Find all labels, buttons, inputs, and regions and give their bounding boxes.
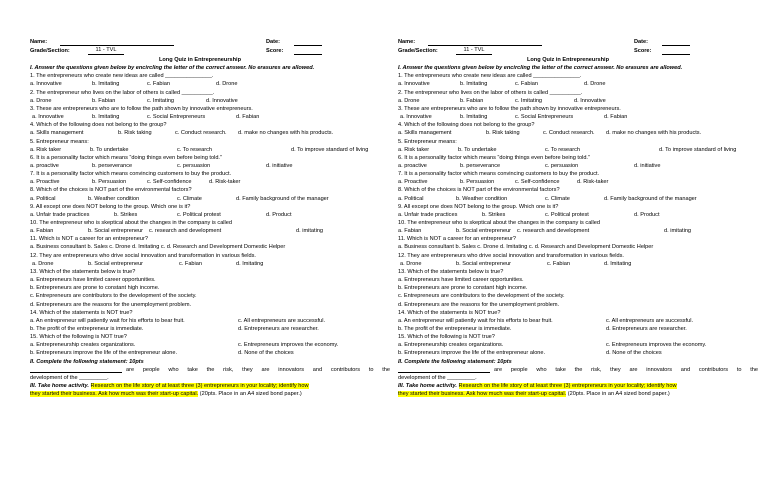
choice[interactable]: c. Entrepreneurs improves the economy. <box>606 342 707 349</box>
part2-text: are people who take the risk, they are innovators and contributors to the <box>494 366 758 373</box>
choice[interactable]: b. Fabian <box>460 97 484 104</box>
choice[interactable]: c. Imitating <box>515 97 543 104</box>
choice[interactable]: d. To improve standard of living <box>659 146 737 153</box>
part3-highlight: Research on the life story of at least three (3) entrepreneurs in your locality; identify how <box>458 383 677 390</box>
answer-blank[interactable] <box>398 366 490 373</box>
choice[interactable]: c. Political protest <box>177 211 221 218</box>
name-row <box>30 38 390 47</box>
choices-row <box>30 129 390 137</box>
choice[interactable]: b. Weather condition <box>88 195 140 202</box>
part1-instruction: I. Answer the questions given below by encircling the letter of the correct answer. No erasures are allowed. <box>398 65 683 72</box>
question: 6. It is a personality factor which means “doing things even before being told.” <box>398 154 590 161</box>
choice[interactable]: a. Unfair trade practices <box>30 211 90 218</box>
choice[interactable]: c. research and development <box>149 228 222 235</box>
choice[interactable]: b. Risk taking <box>118 130 152 137</box>
choice[interactable]: d. imitating <box>664 228 692 235</box>
choice[interactable]: c. Social Entrepreneurs <box>515 114 574 121</box>
name-label: Name: <box>30 39 48 45</box>
question: 1. The entrepreneurs who create new ideas are called _______________. <box>30 73 214 80</box>
choice[interactable]: a. Entrepreneurs have limited career opportunities. <box>398 277 524 284</box>
question: 6. It is a personality factor which means “doing things even before being told.” <box>30 154 222 161</box>
choice[interactable]: c. Social Entrepreneurs <box>147 114 206 121</box>
score-label: Score: <box>266 48 284 54</box>
question: 10. The entrepreneur who is skeptical about the changes in the company is called <box>30 219 233 226</box>
choice[interactable]: c. All entrepreneurs are successful. <box>238 317 326 324</box>
grade-row <box>30 47 390 56</box>
choice[interactable]: b. Social entrepreneur <box>88 228 144 235</box>
question: 10. The entrepreneur who is skeptical about the changes in the company is called <box>398 219 601 226</box>
question: 11. Which is NOT a career for an entrepreneur? <box>30 236 148 243</box>
part3-highlight: they started their business. Ask how much was their start-up capital. <box>30 391 199 398</box>
choice[interactable]: d. Family background of the manager <box>236 195 329 202</box>
question: 7. It is a personality factor which means convincing customers to buy the product. <box>398 171 600 178</box>
choice[interactable]: a. Innovative <box>32 114 64 121</box>
choices-line: a. Business consultant b. Sales c. Drone d. Imitating c. d. Research and Development Domestic Helper <box>398 244 654 251</box>
choices-row <box>398 195 758 203</box>
choices-row <box>30 260 390 268</box>
question: 2. The entrepreneur who lives on the labor of others is called __________. <box>30 89 215 96</box>
choice[interactable]: d. Entrepreneurs are the reasons for the unemployment problem. <box>30 301 192 308</box>
name-row <box>398 38 758 47</box>
name-field[interactable] <box>60 38 174 46</box>
choice[interactable]: d. Product <box>266 211 292 218</box>
choice[interactable]: a. Innovative <box>400 114 432 121</box>
choice[interactable]: c. Entrepreneurs improves the economy. <box>238 342 339 349</box>
question: 15. Which of the following is NOT true? <box>30 334 127 341</box>
choices-row <box>398 178 758 186</box>
part2-sentence <box>30 366 390 374</box>
choices-row <box>30 211 390 219</box>
choice[interactable]: a. Political <box>30 195 56 202</box>
part3-activity <box>398 382 758 398</box>
choice[interactable]: b. Entrepreneurs improve the life of the entrepreneur alone. <box>398 350 546 357</box>
choice[interactable]: a. Skills management <box>30 130 84 137</box>
choices-row <box>30 227 390 235</box>
choice[interactable]: c. research and development <box>517 228 590 235</box>
choice[interactable]: c. Conduct research. <box>175 130 227 137</box>
part3-highlight: Research on the life story of at least three (3) entrepreneurs in your locality; identify how <box>90 383 309 390</box>
choice[interactable]: a. Drone <box>400 260 422 267</box>
question: 11. Which is NOT a career for an entrepreneur? <box>398 236 516 243</box>
choice[interactable]: b. Entrepreneurs are prone to constant high income. <box>398 285 528 292</box>
choices-row <box>398 211 758 219</box>
grade-row <box>398 47 758 56</box>
choices-row <box>398 80 758 88</box>
choice[interactable]: b. To undertake <box>90 146 129 153</box>
question: 14. Which of the statements is NOT true? <box>398 309 501 316</box>
question: 8. Which of the choices is NOT part of the environmental factors? <box>30 187 192 194</box>
choices-row <box>30 349 390 357</box>
choices-row <box>30 317 390 325</box>
choice[interactable]: a. An entrepreneur will patiently wait for his efforts to bear fruit. <box>398 317 553 324</box>
choice[interactable]: c. Climate <box>177 195 202 202</box>
choice[interactable]: a. Proactive <box>398 179 428 186</box>
choices-line: a. Business consultant b. Sales c. Drone d. Imitating c. d. Research and Development Domestic Helper <box>30 244 286 251</box>
choice[interactable]: b. Imitating <box>460 114 488 121</box>
choice[interactable]: a. Fabian <box>30 228 54 235</box>
choices-row <box>30 113 390 121</box>
question: 5. Entrepreneur means: <box>398 138 457 145</box>
choice[interactable]: a. An entrepreneur will patiently wait for his efforts to bear fruit. <box>30 317 185 324</box>
choice[interactable]: a. Innovative <box>398 81 430 88</box>
choice[interactable]: d. Imitating <box>604 260 632 267</box>
choices-row <box>398 317 758 325</box>
choice[interactable]: c. All entrepreneurs are successful. <box>606 317 694 324</box>
question: 8. Which of the choices is NOT part of the environmental factors? <box>398 187 560 194</box>
choice[interactable]: b. Risk taking <box>486 130 520 137</box>
choice[interactable]: b. Persuasion <box>460 179 495 186</box>
question: 4. Which of the following does not belong to the group? <box>398 122 535 129</box>
choice[interactable]: a. Innovative <box>30 81 62 88</box>
choices-row <box>30 162 390 170</box>
grade-value: 11 - TVL <box>456 47 492 55</box>
choices-row <box>30 97 390 105</box>
question: 9. All except one does NOT belong to the group. Which one is it? <box>398 203 559 210</box>
choice[interactable]: a. proactive <box>398 162 427 169</box>
choice[interactable]: b. The profit of the entrepreneur is immediate. <box>398 325 512 332</box>
choice[interactable]: c. Entrepreneurs are contributors to the development of the society. <box>398 293 565 300</box>
choices-row <box>398 349 758 357</box>
choices-row <box>398 162 758 170</box>
quiz-title: Long Quiz in Entrepreneurship <box>526 57 610 63</box>
grade-label: Grade/Section: <box>30 48 70 54</box>
choices-row <box>30 325 390 333</box>
choice[interactable]: c. Fabian <box>547 260 571 267</box>
choice[interactable]: d. Fabian <box>604 114 628 121</box>
part3-tail: (20pts. Place in an A4 sized bond paper.) <box>567 391 670 398</box>
choice[interactable]: d. make no changes with his products. <box>238 130 334 137</box>
choices-row <box>398 146 758 154</box>
question: 2. The entrepreneur who lives on the labor of others is called __________. <box>398 89 583 96</box>
choice[interactable]: d. Drone <box>216 81 238 88</box>
choice[interactable]: d. Innovative <box>574 97 606 104</box>
choice[interactable]: b. The profit of the entrepreneur is immediate. <box>30 325 144 332</box>
choice[interactable]: c. Fabian <box>179 260 203 267</box>
question: 14. Which of the statements is NOT true? <box>30 309 133 316</box>
question: 9. All except one does NOT belong to the group. Which one is it? <box>30 203 191 210</box>
part3-lead: III. Take home activity. <box>398 383 457 390</box>
choice[interactable]: c. Self-confidence <box>515 179 560 186</box>
choice[interactable]: d. Entrepreneurs are researcher. <box>606 325 687 332</box>
question: 12. They are entrepreneurs who drive social innovation and transformation in various fields. <box>30 252 256 259</box>
date-field[interactable] <box>662 38 690 46</box>
choice[interactable]: d. Risk-taker <box>577 179 609 186</box>
part2-text: are people who take the risk, they are innovators and contributors to the <box>126 366 390 373</box>
choices-row <box>30 178 390 186</box>
choices-row <box>398 227 758 235</box>
choice[interactable]: d. Entrepreneurs are researcher. <box>238 325 319 332</box>
choice[interactable]: d. make no changes with his products. <box>606 130 702 137</box>
choice[interactable]: d. Innovative <box>206 97 238 104</box>
choice[interactable]: d. Product <box>634 211 660 218</box>
question: 1. The entrepreneurs who create new ideas are called _______________. <box>398 73 582 80</box>
choice[interactable]: c. To research <box>177 146 213 153</box>
choice[interactable]: c. persuasion <box>177 162 211 169</box>
choice[interactable]: d. To improve standard of living <box>291 146 369 153</box>
choice[interactable]: b. Strikes <box>482 211 506 218</box>
choice[interactable]: c. Fabian <box>147 81 171 88</box>
date-label: Date: <box>266 39 280 45</box>
question: 3. These are entrepreneurs who are to follow the path shown by innovative entrepreneurs. <box>398 105 621 112</box>
choice[interactable]: b. Social entrepreneur <box>88 260 144 267</box>
part3-highlight: they started their business. Ask how much was their start-up capital. <box>398 391 567 398</box>
choice[interactable]: b. To undertake <box>458 146 497 153</box>
choice[interactable]: c. Self-confidence <box>147 179 192 186</box>
grade-label: Grade/Section: <box>398 48 438 54</box>
part3-tail: (20pts. Place in an A4 sized bond paper.) <box>199 391 302 398</box>
choice[interactable]: b. Imitating <box>92 114 120 121</box>
choices-row <box>30 195 390 203</box>
choice[interactable]: a. Drone <box>32 260 54 267</box>
question: 12. They are entrepreneurs who drive social innovation and transformation in various fields. <box>398 252 624 259</box>
question: 7. It is a personality factor which means convincing customers to buy the product. <box>30 171 232 178</box>
part2-sentence-end: development of the _________. <box>30 374 109 381</box>
choice[interactable]: a. Proactive <box>30 179 60 186</box>
choices-row <box>398 341 758 349</box>
choices-row <box>398 113 758 121</box>
choice[interactable]: b. Social entrepreneur <box>456 260 512 267</box>
part3-activity <box>30 382 390 398</box>
quiz-page-right <box>398 38 758 398</box>
question: 3. These are entrepreneurs who are to follow the path shown by innovative entrepreneurs. <box>30 105 253 112</box>
choices-row <box>30 146 390 154</box>
choices-row <box>398 325 758 333</box>
choice[interactable]: b. Imitating <box>92 81 120 88</box>
choice[interactable]: a. Skills management <box>398 130 452 137</box>
choice[interactable]: b. Weather condition <box>456 195 508 202</box>
choice[interactable]: c. Entrepreneurs are contributors to the development of the society. <box>30 293 197 300</box>
question: 5. Entrepreneur means: <box>30 138 89 145</box>
part3-lead: III. Take home activity. <box>30 383 89 390</box>
choice[interactable]: d. initiative <box>634 162 661 169</box>
choice[interactable]: b. Entrepreneurs improve the life of the entrepreneur alone. <box>30 350 178 357</box>
choice[interactable]: b. Entrepreneurs are prone to constant high income. <box>30 285 160 292</box>
score-field[interactable] <box>662 47 690 55</box>
choice[interactable]: c. persuasion <box>545 162 579 169</box>
choices-row <box>398 97 758 105</box>
choice[interactable]: d. Family background of the manager <box>604 195 697 202</box>
choice[interactable]: a. Drone <box>30 97 52 104</box>
choices-row <box>398 260 758 268</box>
part1-instruction: I. Answer the questions given below by encircling the letter of the correct answer. No erasures are allowed. <box>30 65 315 72</box>
choice[interactable]: a. Unfair trade practices <box>398 211 458 218</box>
choice[interactable]: a. Political <box>398 195 424 202</box>
name-field[interactable] <box>428 38 542 46</box>
choice[interactable]: a. proactive <box>30 162 59 169</box>
choice[interactable]: b. Imitating <box>460 81 488 88</box>
choice[interactable]: c. Climate <box>545 195 570 202</box>
choice[interactable]: c. Fabian <box>515 81 539 88</box>
choice[interactable]: d. Drone <box>584 81 606 88</box>
quiz-title: Long Quiz in Entrepreneurship <box>158 57 242 63</box>
choice[interactable]: a. Fabian <box>398 228 422 235</box>
choice[interactable]: d. Fabian <box>236 114 260 121</box>
score-label: Score: <box>634 48 652 54</box>
choice[interactable]: b. Social entrepreneur <box>456 228 512 235</box>
part2-heading: II. Complete the following statement: 10pts <box>398 358 512 365</box>
choice[interactable]: c. To research <box>545 146 581 153</box>
part2-sentence <box>398 366 758 374</box>
choice[interactable]: b. Persuasion <box>92 179 127 186</box>
choice[interactable]: c. Political protest <box>545 211 589 218</box>
choice[interactable]: d. Imitating <box>236 260 264 267</box>
choice[interactable]: d. None of the choices <box>606 350 662 357</box>
choices-row <box>398 129 758 137</box>
choice[interactable]: d. imitating <box>296 228 324 235</box>
choice[interactable]: b. Fabian <box>92 97 116 104</box>
name-label: Name: <box>398 39 416 45</box>
part2-heading: II. Complete the following statement: 10pts <box>30 358 144 365</box>
quiz-page-left <box>30 38 390 398</box>
choice[interactable]: d. Risk-taker <box>209 179 241 186</box>
choice[interactable]: a. Risk taker <box>30 146 62 153</box>
question: 15. Which of the following is NOT true? <box>398 334 495 341</box>
date-label: Date: <box>634 39 648 45</box>
answer-blank[interactable] <box>30 366 122 373</box>
date-field[interactable] <box>294 38 322 46</box>
choice[interactable]: d. initiative <box>266 162 293 169</box>
choice[interactable]: a. Entrepreneurship creates organizations. <box>398 342 504 349</box>
choice[interactable]: b. Strikes <box>114 211 138 218</box>
choices-row <box>30 80 390 88</box>
choice[interactable]: a. Entrepreneurs have limited career opportunities. <box>30 277 156 284</box>
choice[interactable]: a. Entrepreneurship creates organizations. <box>30 342 136 349</box>
part2-sentence-end: development of the _________. <box>398 374 477 381</box>
choice[interactable]: d. Entrepreneurs are the reasons for the unemployment problem. <box>398 301 560 308</box>
choices-row <box>30 341 390 349</box>
choice[interactable]: a. Risk taker <box>398 146 430 153</box>
choice[interactable]: a. Drone <box>398 97 420 104</box>
question: 13. Which of the statements below is true? <box>398 268 504 275</box>
question: 13. Which of the statements below is true? <box>30 268 136 275</box>
choice[interactable]: b. perseverance <box>92 162 133 169</box>
choice[interactable]: d. None of the choices <box>238 350 294 357</box>
question: 4. Which of the following does not belong to the group? <box>30 122 167 129</box>
choice[interactable]: b. perseverance <box>460 162 501 169</box>
grade-value: 11 - TVL <box>88 47 124 55</box>
choice[interactable]: c. Conduct research. <box>543 130 595 137</box>
choice[interactable]: c. Imitating <box>147 97 175 104</box>
score-field[interactable] <box>294 47 322 55</box>
